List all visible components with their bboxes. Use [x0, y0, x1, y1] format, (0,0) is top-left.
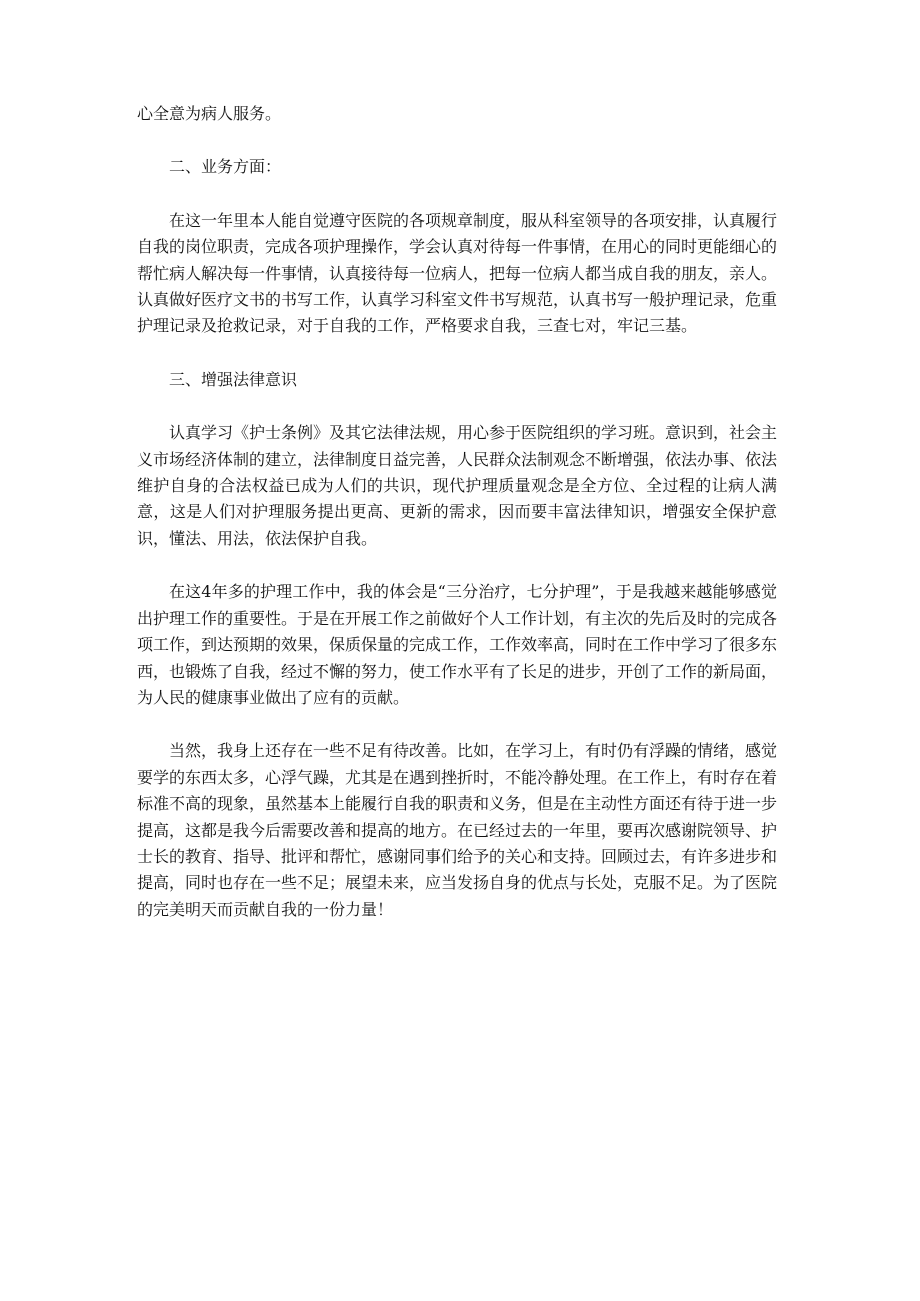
section-heading-business: 二、业务方面： [169, 157, 282, 177]
paragraph-law: 认真学习《护士条例》及其它法律法规，用心参于医院组织的学习班。意识到，社会主义市场经济体制的建立，法律制度日益完善，人民群众法制观念不断增强，依法办事、依法维护自身的合法权益已成为人们的共识，现代护理质量观念是全方位、全过程的让病人满意，这是人们对护理服务提出更高、更新的需求，因而要丰富法律知识，增强安全保护意识，懂法、用法，依法保护自我。 [137, 423, 778, 548]
paragraph-continuation: 心全意为病人服务。 [137, 104, 282, 123]
document-body [137, 101, 777, 950]
paragraph-business: 在这一年里本人能自觉遵守医院的各项规章制度，服从科室领导的各项安排，认真履行自我的岗位职责，完成各项护理操作，学会认真对待每一件事情，在用心的同时更能细心的帮忙病人解决每一件事情，认真接待每一位病人，把每一位病人都当成自我的朋友，亲人。认真做好医疗文书的书写工作，认真学习科室文件书写规范，认真书写一般护理记录，危重护理记录及抢救记录，对于自我的工作，严格要求自我，三查七对，牢记三基。 [137, 210, 778, 336]
paragraph-shortcomings: 当然，我身上还存在一些不足有待改善。比如，在学习上，有时仍有浮躁的情绪，感觉要学的东西太多，心浮气躁，尤其是在遇到挫折时，不能冷静处理。在工作上，有时存在着标准不高的现象，虽然基本上能履行自我的职责和义务，但是在主动性方面还有待于进一步提高，这都是我今后需要改善和提高的地方。在已经过去的一年里，要再次感谢院领导、护士长的教育、指导、批评和帮忙，感谢同事们给予的关心和支持。回顾过去，有许多进步和提高，同时也存在一些不足；展望未来，应当发扬自身的优点与长处，克服不足。为了医院的完美明天而贡献自我的一份力量！ [137, 741, 778, 919]
section-heading-law: 三、增强法律意识 [169, 369, 298, 389]
paragraph-experience: 在这4年多的护理工作中，我的体会是“三分治疗，七分护理”，于是我越来越能够感觉出护理工作的重要性。于是在开展工作之前做好个人工作计划，有主次的先后及时的完成各项工作，到达预期的效果，保质保量的完成工作，工作效率高，同时在工作中学习了很多东西，也锻炼了自我，经过不懈的努力，使工作水平有了长足的进步，开创了工作的新局面，为人民的健康事业做出了应有的贡献。 [137, 582, 778, 707]
